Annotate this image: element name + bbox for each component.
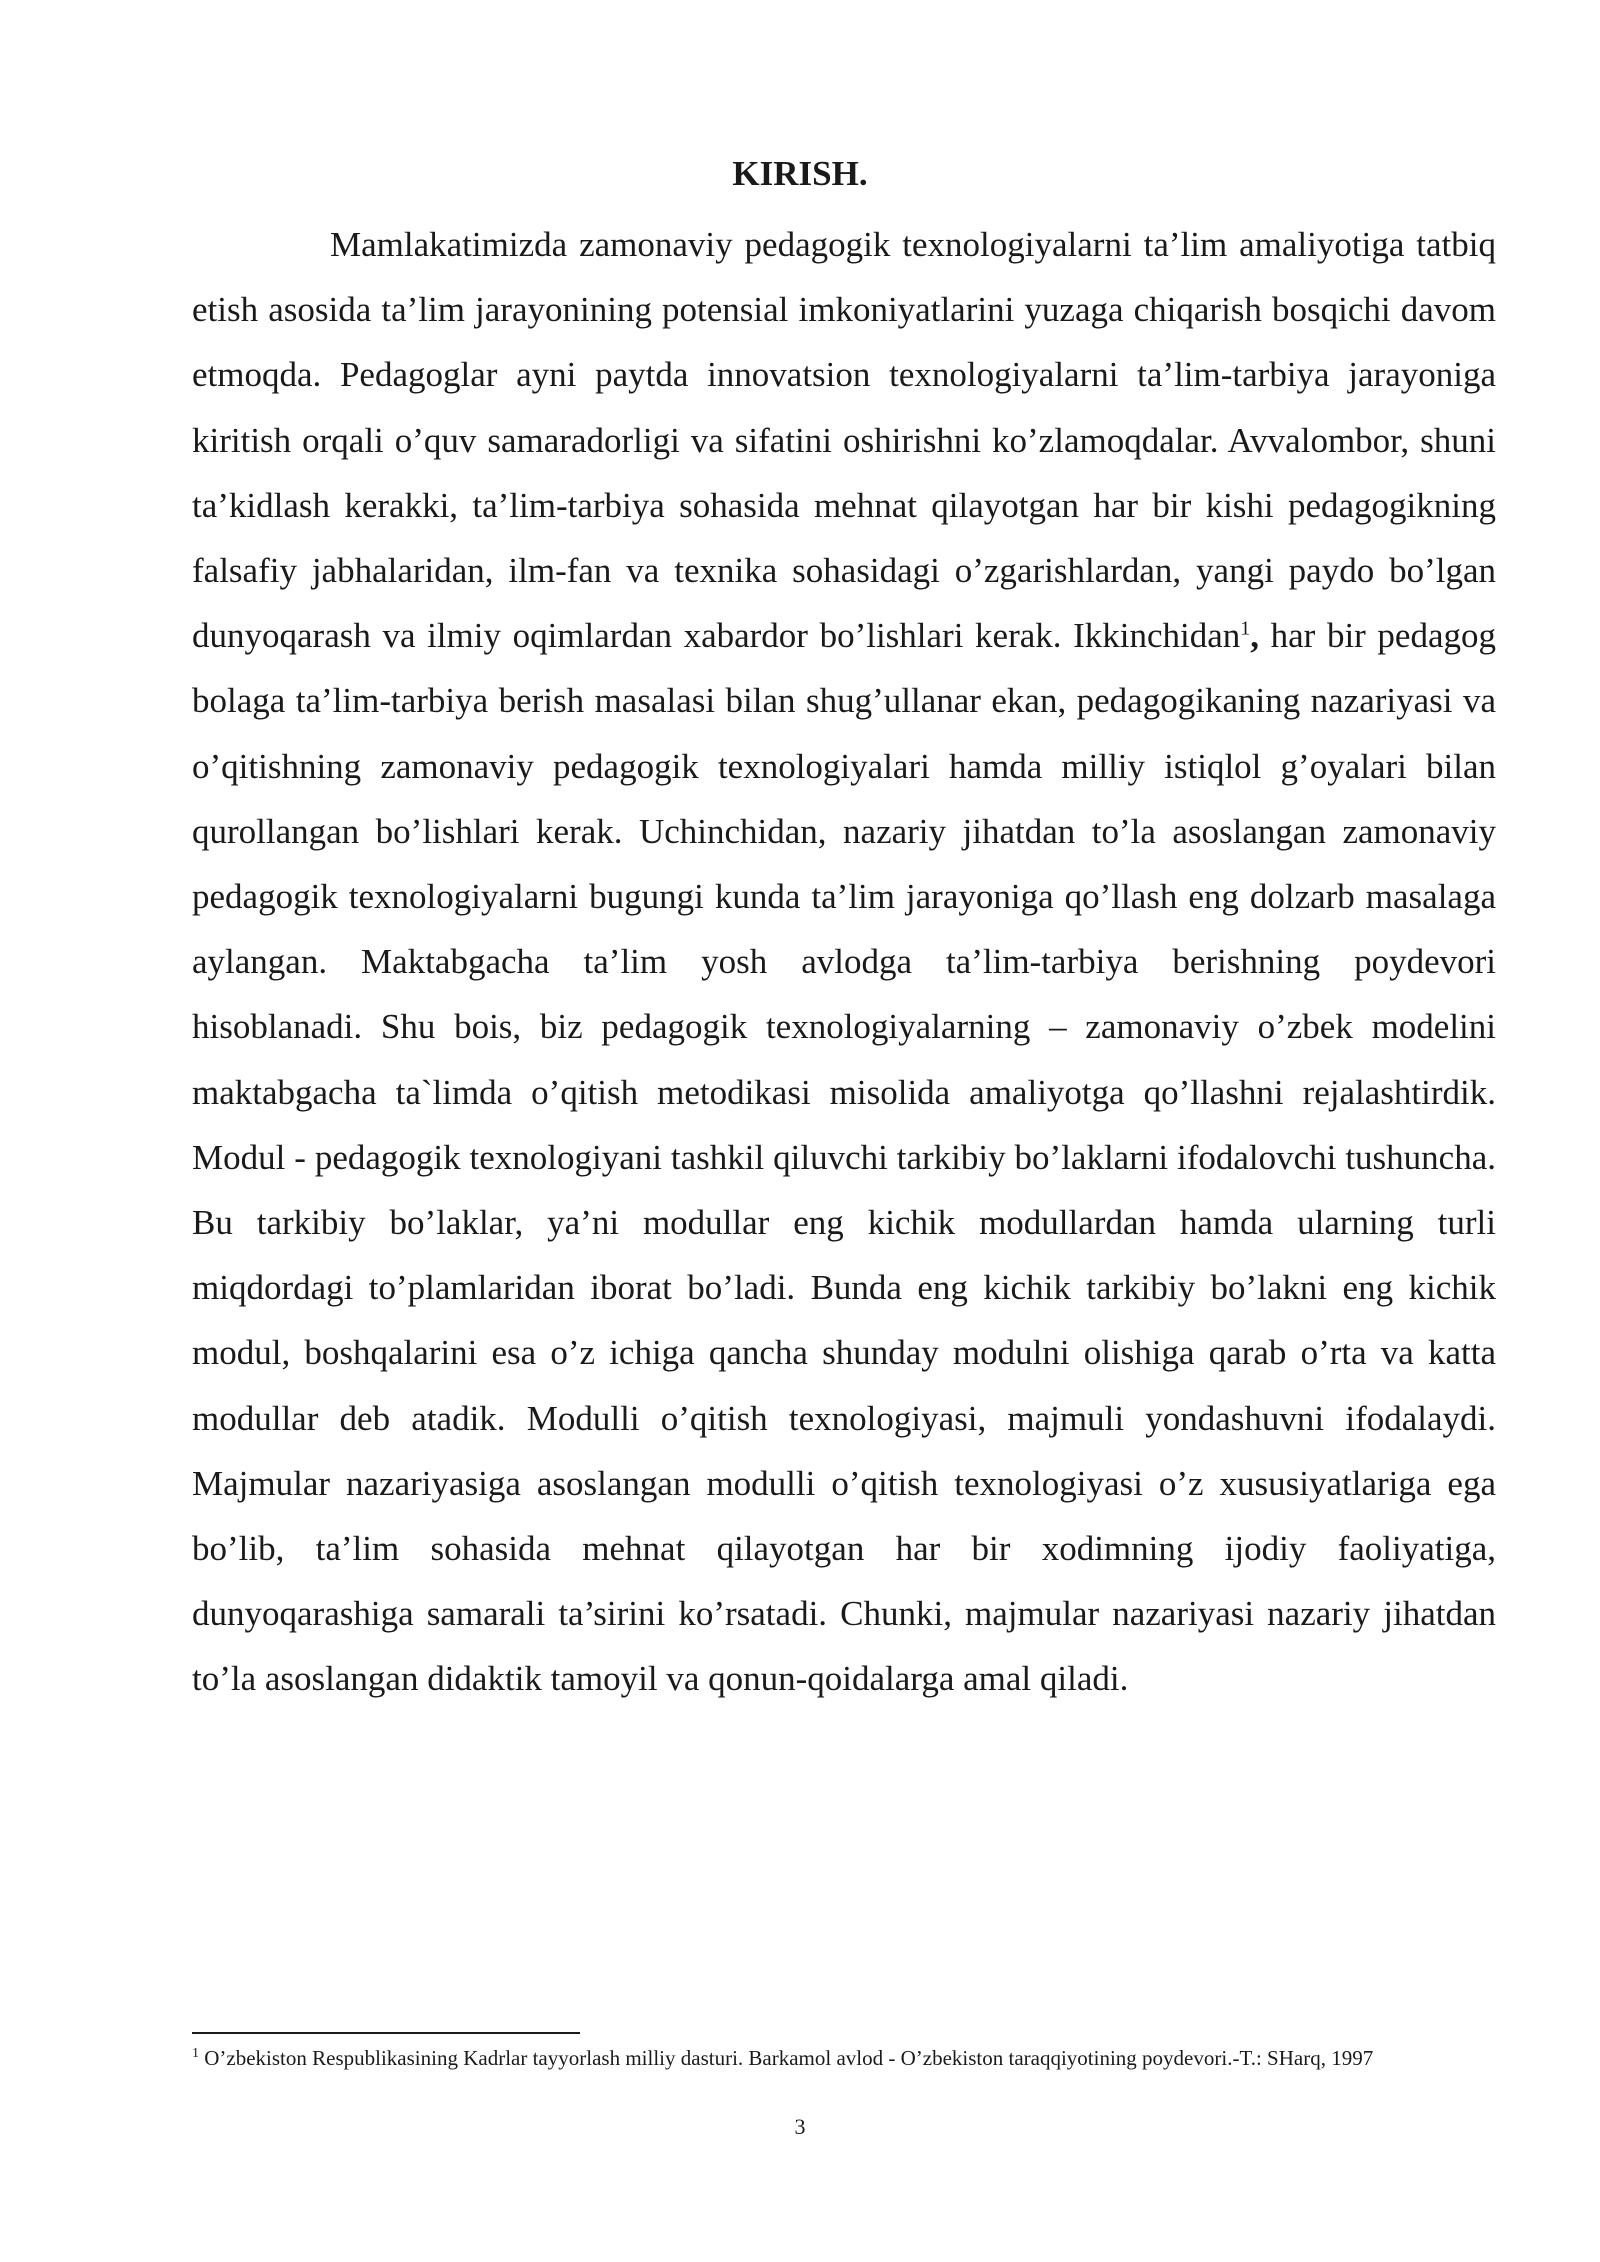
- footnote-reference[interactable]: 1: [1240, 617, 1251, 640]
- paragraph-text-part1: Mamlakatimizda zamonaviy pedagogik texnologiyalarni ta’lim amaliyotiga tatbiq etish asosida ta’lim jarayonining potensial imkoniyatlarini yuzaga chiqarish bosqichi davom etmoqda. Pedagoglar ayni paytda innovatsion texnologiyalarni ta’lim-tarbiya jarayoniga kiritish orqali o’quv samaradorligi va sifatini oshirishni ko’zlamoqdalar. Avvalombor, shuni ta’kidlash kerakki, ta’lim-tarbiya sohasida mehnat qilayotgan har bir kishi pedagogikning falsafiy jabhalaridan, ilm-fan va texnika sohasidagi o’zgarishlardan, yangi paydo bo’lgan dunyoqarash va ilmiy oqimlardan xabardor bo’lishlari kerak. Ikkinchidan: [192, 225, 1496, 656]
- body-paragraph: [192, 212, 1496, 1712]
- paragraph-text-part2: har bir pedagog bolaga ta’lim-tarbiya berish masalasi bilan shug’ullanar ekan, pedagogikaning nazariyasi va o’qitishning zamonaviy pedagogik texnologiyalari hamda milliy istiqlol g’oyalari bilan qurollangan bo’lishlari kerak. Uchinchidan, nazariy jihatdan to’la asoslangan zamonaviy pedagogik texnologiyalarni bugungi kunda ta’lim jarayoniga qo’llash eng dolzarb masalaga aylangan. Maktabgacha ta’lim yosh avlodga ta’lim-tarbiya berishning poydevori hisoblanadi. Shu bois, biz pedagogik texnologiyalarning – zamonaviy o’zbek modelini maktabgacha ta`limda o’qitish metodikasi misolida amaliyotga qo’llashni rejalashtirdik. Modul - pedagogik texnologiyani tashkil qiluvchi tarkibiy bo’laklarni ifodalovchi tushuncha. Bu tarkibiy bo’laklar, ya’ni modullar eng kichik modullardan hamda ularning turli miqdordagi to’plamlaridan iborat bo’ladi. Bunda eng kichik tarkibiy bo’lakni eng kichik modul, boshqalarini esa o’z ichiga qancha shunday modulni olishiga qarab o’rta va katta modullar deb atadik. Modulli o’qitish texnologiyasi, majmuli yondashuvni ifodalaydi. Majmular nazariyasiga asoslangan modulli o’qitish texnologiyasi o’z xususiyatlariga ega bo’lib, ta’lim sohasida mehnat qilayotgan har bir xodimning ijodiy faoliyatiga, dunyoqarashiga samarali ta’sirini ko’rsatadi. Chunki, majmular nazariyasi nazariy jihatdan to’la asoslangan didaktik tamoyil va qonun-qoidalarga amal qiladi.: [192, 616, 1496, 1699]
- footnote: [192, 2044, 1496, 2072]
- footnote-mark: 1: [192, 2046, 199, 2061]
- bold-comma: ,: [1250, 616, 1260, 656]
- page-number: 3: [794, 2114, 806, 2139]
- footnote-separator: [192, 2032, 580, 2034]
- section-title: KIRISH.: [732, 154, 868, 193]
- footnote-text: O’zbekiston Respublikasining Kadrlar tayyorlash milliy dasturi. Barkamol avlod - O’zbekiston taraqqiyotining poydevori.-T.: SHarq, 1997: [199, 2046, 1374, 2070]
